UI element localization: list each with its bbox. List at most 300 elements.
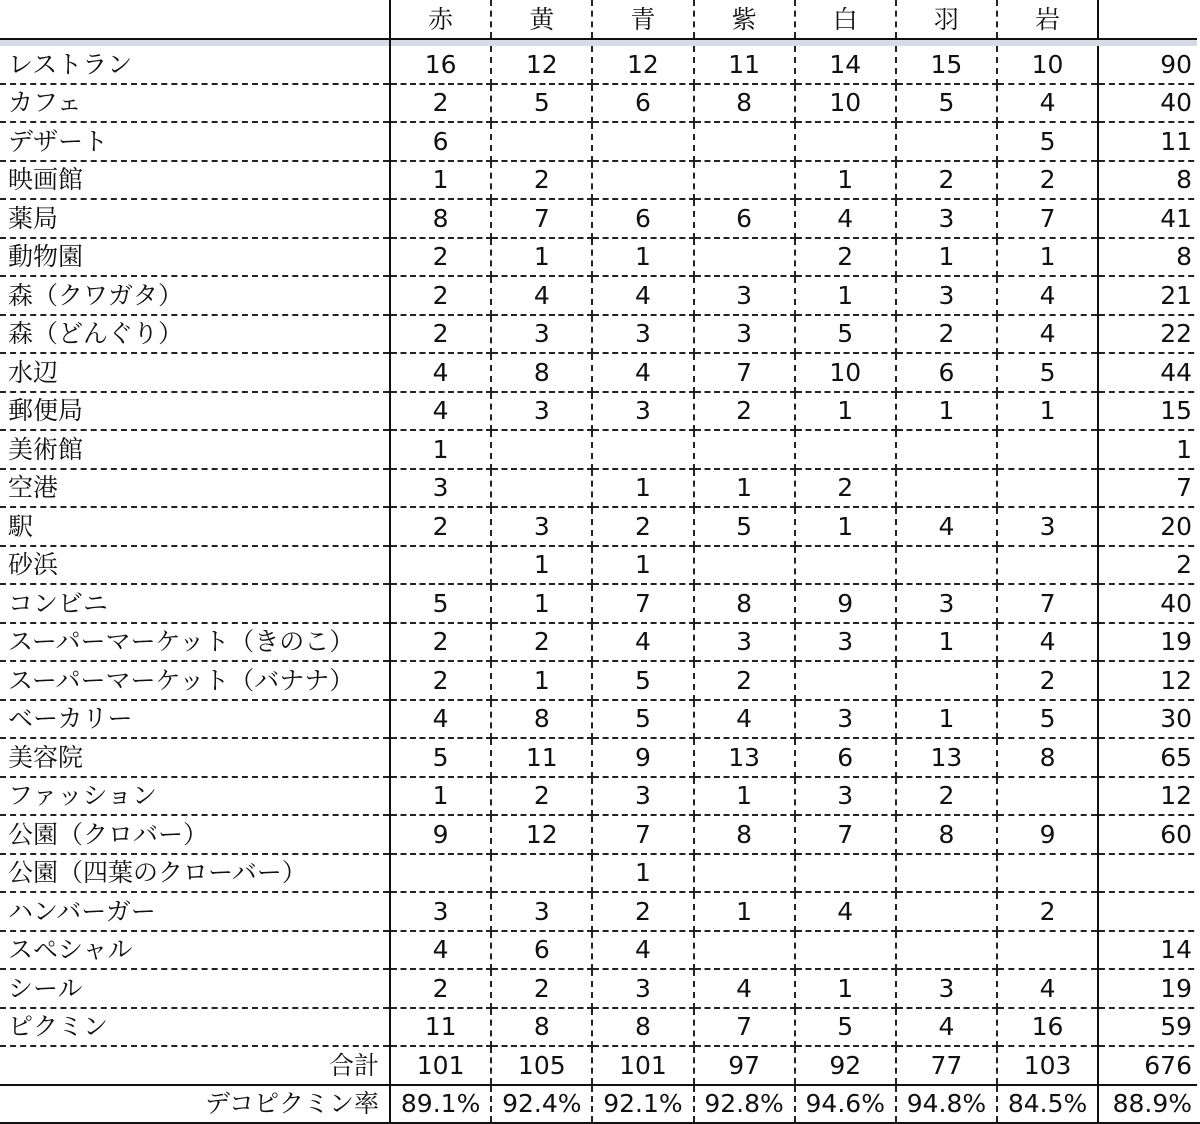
value-cell[interactable]: 3 xyxy=(592,969,693,1008)
value-cell[interactable]: 2 xyxy=(997,161,1098,200)
value-cell[interactable]: 7 xyxy=(795,815,896,854)
table-row xyxy=(0,584,1200,623)
rate-row xyxy=(0,1085,1200,1124)
column-header[interactable]: 紫 xyxy=(694,0,795,39)
value-cell[interactable]: 7 xyxy=(694,1008,795,1047)
value-cell[interactable] xyxy=(694,161,795,200)
value-cell[interactable]: 84.5% xyxy=(997,1085,1098,1124)
column-header[interactable]: 黄 xyxy=(491,0,592,39)
value-cell[interactable] xyxy=(491,122,592,161)
value-cell[interactable]: 5 xyxy=(795,1008,896,1047)
value-cell[interactable]: 8 xyxy=(694,584,795,623)
value-cell[interactable]: 89.1% xyxy=(390,1085,491,1124)
value-cell[interactable]: 2 xyxy=(390,507,491,546)
value-cell[interactable]: 1 xyxy=(491,238,592,277)
value-cell[interactable]: 16 xyxy=(997,1008,1098,1047)
value-cell[interactable] xyxy=(491,430,592,469)
row-label-cell[interactable]: スペシャル xyxy=(0,931,390,970)
value-cell[interactable]: 3 xyxy=(491,392,592,431)
value-cell[interactable]: 3 xyxy=(795,777,896,816)
table-row xyxy=(0,700,1200,739)
row-label-cell[interactable]: ハンバーガー xyxy=(0,892,390,931)
value-cell[interactable]: 3 xyxy=(390,892,491,931)
column-header[interactable]: 白 xyxy=(795,0,896,39)
value-cell[interactable]: 4 xyxy=(390,353,491,392)
table-row xyxy=(0,738,1200,777)
row-label-cell[interactable]: ピクミン xyxy=(0,1008,390,1047)
row-label-cell[interactable]: スーパーマーケット（きのこ） xyxy=(0,623,390,662)
value-cell[interactable]: 3 xyxy=(896,969,997,1008)
row-total-cell[interactable] xyxy=(1098,854,1200,893)
value-cell[interactable]: 9 xyxy=(795,584,896,623)
band-cell xyxy=(694,39,795,46)
value-cell[interactable]: 12 xyxy=(592,46,693,84)
value-cell[interactable]: 9 xyxy=(997,815,1098,854)
value-cell[interactable]: 92.4% xyxy=(491,1085,592,1124)
row-label-cell[interactable]: 公園（四葉のクローバー） xyxy=(0,854,390,893)
value-cell[interactable]: 5 xyxy=(694,507,795,546)
column-header[interactable]: 青 xyxy=(592,0,693,39)
row-label-cell[interactable]: 薬局 xyxy=(0,199,390,238)
value-cell[interactable]: 105 xyxy=(491,1046,592,1085)
row-label-cell[interactable]: カフェ xyxy=(0,84,390,123)
value-cell[interactable]: 8 xyxy=(390,199,491,238)
value-cell[interactable]: 2 xyxy=(997,892,1098,931)
value-cell[interactable] xyxy=(795,122,896,161)
table-row xyxy=(0,469,1200,508)
band-cell xyxy=(592,39,693,46)
header-corner-cell[interactable] xyxy=(0,0,390,39)
value-cell[interactable]: 6 xyxy=(795,738,896,777)
value-cell[interactable]: 3 xyxy=(896,276,997,315)
value-cell[interactable]: 10 xyxy=(795,353,896,392)
value-cell[interactable]: 8 xyxy=(491,700,592,739)
value-cell[interactable]: 3 xyxy=(592,315,693,354)
value-cell[interactable]: 3 xyxy=(491,892,592,931)
band-cell xyxy=(896,39,997,46)
value-cell[interactable]: 14 xyxy=(795,46,896,84)
value-cell[interactable]: 6 xyxy=(390,122,491,161)
value-cell[interactable] xyxy=(896,661,997,700)
band-cell xyxy=(795,39,896,46)
row-total-cell[interactable]: 676 xyxy=(1098,1046,1200,1085)
value-cell[interactable]: 8 xyxy=(592,1008,693,1047)
row-total-cell[interactable]: 8 xyxy=(1098,238,1200,277)
value-cell[interactable]: 3 xyxy=(896,584,997,623)
value-cell[interactable]: 7 xyxy=(694,353,795,392)
value-cell[interactable]: 2 xyxy=(896,315,997,354)
value-cell[interactable]: 1 xyxy=(390,430,491,469)
value-cell[interactable]: 6 xyxy=(491,931,592,970)
value-cell[interactable]: 1 xyxy=(795,161,896,200)
value-cell[interactable] xyxy=(491,854,592,893)
value-cell[interactable]: 10 xyxy=(795,84,896,123)
value-cell[interactable]: 94.6% xyxy=(795,1085,896,1124)
band-cell xyxy=(997,39,1098,46)
value-cell[interactable]: 5 xyxy=(390,738,491,777)
value-cell[interactable]: 7 xyxy=(997,584,1098,623)
value-cell[interactable] xyxy=(997,430,1098,469)
row-label-cell[interactable]: 映画館 xyxy=(0,161,390,200)
row-total-cell[interactable]: 1 xyxy=(1098,430,1200,469)
table-row xyxy=(0,199,1200,238)
value-cell[interactable]: 4 xyxy=(390,700,491,739)
value-cell[interactable]: 103 xyxy=(997,1046,1098,1085)
header-separator-band xyxy=(0,39,1200,46)
row-total-cell[interactable]: 40 xyxy=(1098,584,1200,623)
row-total-cell[interactable]: 88.9% xyxy=(1098,1085,1200,1124)
value-cell[interactable]: 4 xyxy=(896,1008,997,1047)
table-row xyxy=(0,892,1200,931)
value-cell[interactable]: 4 xyxy=(694,969,795,1008)
value-cell[interactable]: 3 xyxy=(997,507,1098,546)
value-cell[interactable]: 1 xyxy=(390,161,491,200)
row-total-cell[interactable]: 60 xyxy=(1098,815,1200,854)
table-row xyxy=(0,546,1200,585)
row-label-cell[interactable]: 森（どんぐり） xyxy=(0,315,390,354)
value-cell[interactable] xyxy=(997,777,1098,816)
value-cell[interactable]: 101 xyxy=(390,1046,491,1085)
table-row xyxy=(0,1008,1200,1047)
value-cell[interactable] xyxy=(491,469,592,508)
value-cell[interactable]: 1 xyxy=(592,469,693,508)
value-cell[interactable] xyxy=(694,854,795,893)
row-label-cell[interactable]: ファッション xyxy=(0,777,390,816)
value-cell[interactable] xyxy=(694,931,795,970)
row-label-cell[interactable]: 公園（クロバー） xyxy=(0,815,390,854)
value-cell[interactable]: 6 xyxy=(592,84,693,123)
value-cell[interactable] xyxy=(896,892,997,931)
value-cell[interactable]: 1 xyxy=(592,546,693,585)
value-cell[interactable]: 4 xyxy=(896,507,997,546)
value-cell[interactable]: 3 xyxy=(390,469,491,508)
value-cell[interactable] xyxy=(694,122,795,161)
value-cell[interactable]: 16 xyxy=(390,46,491,84)
value-cell[interactable] xyxy=(997,854,1098,893)
value-cell[interactable]: 8 xyxy=(491,353,592,392)
value-cell[interactable]: 2 xyxy=(896,777,997,816)
table-row xyxy=(0,815,1200,854)
sum-row xyxy=(0,1046,1200,1085)
value-cell[interactable]: 3 xyxy=(694,623,795,662)
value-cell[interactable]: 2 xyxy=(390,623,491,662)
table-row xyxy=(0,353,1200,392)
value-cell[interactable] xyxy=(694,430,795,469)
value-cell[interactable] xyxy=(694,238,795,277)
value-cell[interactable]: 3 xyxy=(592,777,693,816)
value-cell[interactable]: 1 xyxy=(491,584,592,623)
value-cell[interactable]: 2 xyxy=(390,969,491,1008)
table-row xyxy=(0,661,1200,700)
table-row xyxy=(0,931,1200,970)
row-label-cell[interactable]: 郵便局 xyxy=(0,392,390,431)
row-total-cell[interactable]: 8 xyxy=(1098,161,1200,200)
value-cell[interactable]: 7 xyxy=(997,199,1098,238)
value-cell[interactable]: 1 xyxy=(795,507,896,546)
band-cell xyxy=(390,39,491,46)
value-cell[interactable]: 4 xyxy=(592,623,693,662)
row-label-cell[interactable]: デコピクミン率 xyxy=(0,1085,390,1124)
value-cell[interactable]: 4 xyxy=(592,276,693,315)
row-total-cell[interactable]: 15 xyxy=(1098,392,1200,431)
row-label-cell[interactable]: コンビニ xyxy=(0,584,390,623)
row-total-cell[interactable]: 21 xyxy=(1098,276,1200,315)
value-cell[interactable] xyxy=(592,122,693,161)
row-total-cell[interactable]: 12 xyxy=(1098,661,1200,700)
value-cell[interactable]: 2 xyxy=(795,469,896,508)
value-cell[interactable]: 4 xyxy=(592,931,693,970)
value-cell[interactable]: 2 xyxy=(390,315,491,354)
header-row xyxy=(0,0,1200,39)
value-cell[interactable]: 3 xyxy=(896,199,997,238)
table-row xyxy=(0,122,1200,161)
row-label-cell[interactable]: 美術館 xyxy=(0,430,390,469)
value-cell[interactable]: 11 xyxy=(390,1008,491,1047)
value-cell[interactable]: 8 xyxy=(896,815,997,854)
row-total-cell[interactable]: 59 xyxy=(1098,1008,1200,1047)
value-cell[interactable] xyxy=(896,854,997,893)
value-cell[interactable]: 3 xyxy=(592,392,693,431)
value-cell[interactable]: 8 xyxy=(491,1008,592,1047)
table-row xyxy=(0,777,1200,816)
value-cell[interactable]: 1 xyxy=(795,969,896,1008)
value-cell[interactable]: 4 xyxy=(694,700,795,739)
value-cell[interactable]: 2 xyxy=(390,84,491,123)
value-cell[interactable]: 4 xyxy=(997,84,1098,123)
value-cell[interactable]: 15 xyxy=(896,46,997,84)
value-cell[interactable]: 13 xyxy=(694,738,795,777)
row-label-cell[interactable]: 美容院 xyxy=(0,738,390,777)
value-cell[interactable]: 1 xyxy=(592,854,693,893)
value-cell[interactable]: 2 xyxy=(694,661,795,700)
value-cell[interactable]: 2 xyxy=(592,892,693,931)
value-cell[interactable]: 13 xyxy=(896,738,997,777)
value-cell[interactable]: 4 xyxy=(997,623,1098,662)
value-cell[interactable]: 8 xyxy=(694,84,795,123)
value-cell[interactable]: 5 xyxy=(997,122,1098,161)
value-cell[interactable]: 7 xyxy=(592,815,693,854)
table-row xyxy=(0,623,1200,662)
value-cell[interactable] xyxy=(592,430,693,469)
value-cell[interactable]: 6 xyxy=(592,199,693,238)
row-label-cell[interactable]: ベーカリー xyxy=(0,700,390,739)
value-cell[interactable]: 7 xyxy=(491,199,592,238)
value-cell[interactable]: 1 xyxy=(997,392,1098,431)
table-row xyxy=(0,84,1200,123)
row-total-cell[interactable]: 20 xyxy=(1098,507,1200,546)
value-cell[interactable]: 3 xyxy=(795,623,896,662)
value-cell[interactable]: 4 xyxy=(795,199,896,238)
value-cell[interactable] xyxy=(896,469,997,508)
value-cell[interactable]: 1 xyxy=(592,238,693,277)
value-cell[interactable]: 3 xyxy=(795,700,896,739)
value-cell[interactable]: 1 xyxy=(694,892,795,931)
value-cell[interactable] xyxy=(896,931,997,970)
row-total-cell[interactable]: 12 xyxy=(1098,777,1200,816)
value-cell[interactable]: 1 xyxy=(491,546,592,585)
value-cell[interactable]: 2 xyxy=(694,392,795,431)
row-total-cell[interactable]: 65 xyxy=(1098,738,1200,777)
row-label-cell[interactable]: 合計 xyxy=(0,1046,390,1085)
value-cell[interactable]: 1 xyxy=(896,392,997,431)
row-total-cell[interactable]: 2 xyxy=(1098,546,1200,585)
value-cell[interactable] xyxy=(795,661,896,700)
value-cell[interactable]: 3 xyxy=(491,315,592,354)
value-cell[interactable] xyxy=(390,854,491,893)
value-cell[interactable]: 2 xyxy=(795,238,896,277)
row-label-cell[interactable]: 森（クワガタ） xyxy=(0,276,390,315)
table-row xyxy=(0,430,1200,469)
table-row xyxy=(0,854,1200,893)
value-cell[interactable] xyxy=(795,430,896,469)
value-cell[interactable] xyxy=(896,122,997,161)
value-cell[interactable]: 1 xyxy=(896,700,997,739)
value-cell[interactable]: 2 xyxy=(390,661,491,700)
value-cell[interactable] xyxy=(795,931,896,970)
value-cell[interactable]: 8 xyxy=(694,815,795,854)
value-cell[interactable]: 4 xyxy=(390,392,491,431)
value-cell[interactable]: 1 xyxy=(795,392,896,431)
value-cell[interactable]: 1 xyxy=(997,238,1098,277)
value-cell[interactable]: 97 xyxy=(694,1046,795,1085)
row-total-cell[interactable]: 11 xyxy=(1098,122,1200,161)
value-cell[interactable]: 101 xyxy=(592,1046,693,1085)
value-cell[interactable]: 2 xyxy=(390,276,491,315)
value-cell[interactable]: 5 xyxy=(795,315,896,354)
value-cell[interactable]: 4 xyxy=(997,969,1098,1008)
value-cell[interactable]: 1 xyxy=(795,276,896,315)
row-total-cell[interactable] xyxy=(1098,892,1200,931)
value-cell[interactable]: 5 xyxy=(997,353,1098,392)
value-cell[interactable]: 92.1% xyxy=(592,1085,693,1124)
band-cell xyxy=(491,39,592,46)
row-total-cell[interactable]: 19 xyxy=(1098,623,1200,662)
value-cell[interactable] xyxy=(997,469,1098,508)
value-cell[interactable]: 2 xyxy=(491,623,592,662)
value-cell[interactable] xyxy=(390,546,491,585)
value-cell[interactable]: 4 xyxy=(795,892,896,931)
table-row xyxy=(0,276,1200,315)
row-label-cell[interactable]: スーパーマーケット（バナナ） xyxy=(0,661,390,700)
value-cell[interactable]: 5 xyxy=(896,84,997,123)
value-cell[interactable]: 12 xyxy=(491,46,592,84)
band-cell xyxy=(0,39,390,46)
value-cell[interactable]: 4 xyxy=(491,276,592,315)
band-cell xyxy=(1098,39,1200,46)
row-label-cell[interactable]: 水辺 xyxy=(0,353,390,392)
value-cell[interactable]: 11 xyxy=(491,738,592,777)
column-header[interactable]: 岩 xyxy=(997,0,1098,39)
value-cell[interactable] xyxy=(795,854,896,893)
row-total-cell[interactable]: 19 xyxy=(1098,969,1200,1008)
value-cell[interactable]: 4 xyxy=(997,315,1098,354)
value-cell[interactable]: 1 xyxy=(390,777,491,816)
row-total-cell[interactable]: 44 xyxy=(1098,353,1200,392)
value-cell[interactable]: 11 xyxy=(694,46,795,84)
row-label-cell[interactable]: 空港 xyxy=(0,469,390,508)
value-cell[interactable]: 1 xyxy=(896,238,997,277)
row-total-cell[interactable]: 90 xyxy=(1098,46,1200,84)
value-cell[interactable]: 6 xyxy=(694,199,795,238)
value-cell[interactable]: 7 xyxy=(592,584,693,623)
value-cell[interactable]: 9 xyxy=(592,738,693,777)
value-cell[interactable] xyxy=(795,546,896,585)
table-row xyxy=(0,969,1200,1008)
row-label-cell[interactable]: 砂浜 xyxy=(0,546,390,585)
value-cell[interactable] xyxy=(997,546,1098,585)
value-cell[interactable]: 77 xyxy=(896,1046,997,1085)
value-cell[interactable] xyxy=(997,931,1098,970)
value-cell[interactable]: 94.8% xyxy=(896,1085,997,1124)
value-cell[interactable]: 1 xyxy=(896,623,997,662)
value-cell[interactable]: 2 xyxy=(997,661,1098,700)
value-cell[interactable]: 92.8% xyxy=(694,1085,795,1124)
table-row xyxy=(0,238,1200,277)
value-cell[interactable]: 3 xyxy=(694,315,795,354)
value-cell[interactable]: 5 xyxy=(390,584,491,623)
value-cell[interactable]: 12 xyxy=(491,815,592,854)
row-total-cell[interactable]: 14 xyxy=(1098,931,1200,970)
value-cell[interactable]: 3 xyxy=(491,507,592,546)
table-row xyxy=(0,315,1200,354)
table-row xyxy=(0,46,1200,84)
row-total-cell[interactable]: 22 xyxy=(1098,315,1200,354)
value-cell[interactable]: 1 xyxy=(694,777,795,816)
value-cell[interactable]: 3 xyxy=(694,276,795,315)
value-cell[interactable]: 2 xyxy=(896,161,997,200)
row-label-cell[interactable]: シール xyxy=(0,969,390,1008)
total-column-header[interactable] xyxy=(1098,0,1200,39)
table-row xyxy=(0,507,1200,546)
row-total-cell[interactable]: 30 xyxy=(1098,700,1200,739)
value-cell[interactable]: 1 xyxy=(694,469,795,508)
row-label-cell[interactable]: デザート xyxy=(0,122,390,161)
value-cell[interactable]: 6 xyxy=(896,353,997,392)
value-cell[interactable] xyxy=(592,161,693,200)
value-cell[interactable]: 4 xyxy=(592,353,693,392)
value-cell[interactable]: 5 xyxy=(997,700,1098,739)
value-cell[interactable]: 5 xyxy=(592,661,693,700)
row-total-cell[interactable]: 40 xyxy=(1098,84,1200,123)
row-total-cell[interactable]: 7 xyxy=(1098,469,1200,508)
value-cell[interactable]: 2 xyxy=(390,238,491,277)
table-row xyxy=(0,392,1200,431)
value-cell[interactable]: 2 xyxy=(491,777,592,816)
value-cell[interactable]: 8 xyxy=(997,738,1098,777)
value-cell[interactable]: 2 xyxy=(592,507,693,546)
column-header[interactable]: 羽 xyxy=(896,0,997,39)
row-label-cell[interactable]: 動物園 xyxy=(0,238,390,277)
value-cell[interactable] xyxy=(896,430,997,469)
row-total-cell[interactable]: 41 xyxy=(1098,199,1200,238)
value-cell[interactable]: 4 xyxy=(390,931,491,970)
value-cell[interactable]: 2 xyxy=(491,161,592,200)
row-label-cell[interactable]: レストラン xyxy=(0,46,390,84)
value-cell[interactable]: 92 xyxy=(795,1046,896,1085)
column-header[interactable]: 赤 xyxy=(390,0,491,39)
table-row xyxy=(0,161,1200,200)
row-label-cell[interactable]: 駅 xyxy=(0,507,390,546)
value-cell[interactable]: 2 xyxy=(491,969,592,1008)
value-cell[interactable]: 9 xyxy=(390,815,491,854)
value-cell[interactable]: 1 xyxy=(491,661,592,700)
value-cell[interactable] xyxy=(896,546,997,585)
value-cell[interactable]: 10 xyxy=(997,46,1098,84)
value-cell[interactable]: 5 xyxy=(491,84,592,123)
value-cell[interactable] xyxy=(694,546,795,585)
value-cell[interactable]: 4 xyxy=(997,276,1098,315)
value-cell[interactable]: 5 xyxy=(592,700,693,739)
